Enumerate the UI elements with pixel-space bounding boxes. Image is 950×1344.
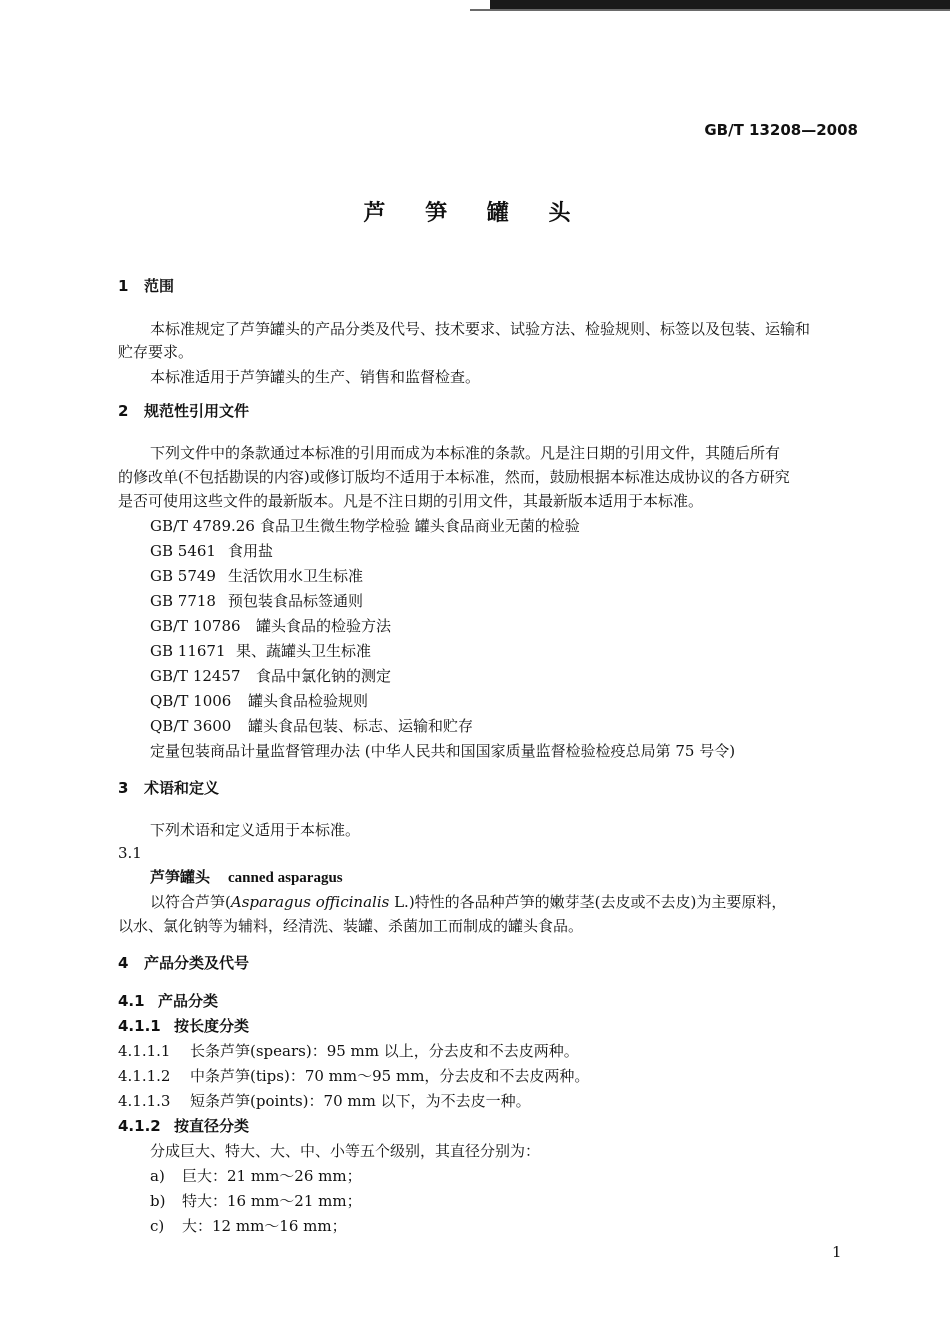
reference-code: GB 7718 [150,592,216,610]
reference-title: 果、蔬罐头卫生标准 [236,642,372,660]
clause [118,1041,579,1061]
reference-item [150,591,363,611]
clause-number: 4.1.1.1 [118,1042,171,1060]
subsection-heading [118,1016,249,1036]
clause-number: 4.1.1.3 [118,1092,171,1110]
reference-item [150,716,473,736]
subsection-number: 4.1 [118,992,145,1010]
reference-code: GB/T 12457 [150,667,241,685]
latin-name: Asparagus officinalis [230,893,390,911]
section-4-heading [118,953,249,973]
subsection-number: 4.1.1 [118,1017,161,1035]
reference-title: 预包装食品标签通则 [228,592,364,610]
reference-title: 罐头食品包装、标志、运输和贮存 [248,717,474,735]
reference-code: QB/T 1006 [150,692,232,710]
list-item [150,1191,362,1211]
reference-item [150,641,371,661]
list-label: a) [150,1167,165,1185]
list-text: 巨大：21 mm～26 mm； [182,1167,362,1185]
subsection-number: 3.1 [118,844,142,862]
reference-code: QB/T 3600 [150,717,232,735]
paragraph-line: 是否可使用这些文件的最新版本。凡是不注日期的引用文件，其最新版本适用于本标准。 [118,492,704,510]
reference-code: GB/T 4789.26 [150,517,255,535]
reference-item [150,541,273,561]
reference-item-regulation: 定量包装商品计量监督管理办法 (中华人民共和国国家质量监督检验检疫总局第 75 号令) [150,742,736,760]
clause [118,1066,589,1086]
definition-line [150,892,786,912]
paragraph-line: 本标准适用于芦笋罐头的生产、销售和监督检查。 [150,368,481,386]
subsection-title: 产品分类 [158,992,219,1010]
document-title: 芦 笋 罐 头 [363,201,587,226]
reference-code: GB 5749 [150,567,216,585]
section-number: 3 [118,779,129,797]
reference-title: 罐头食品检验规则 [248,692,369,710]
reference-code: GB 5461 [150,542,216,560]
reference-title: 食品中氯化钠的测定 [256,667,392,685]
subsection-heading [118,991,218,1011]
clause-text: 中条芦笋(tips)：70 mm～95 mm，分去皮和不去皮两种。 [190,1067,590,1085]
list-label: b) [150,1192,166,1210]
reference-title: 食品卫生微生物学检验 罐头食品商业无菌的检验 [260,517,580,535]
page-number: 1 [832,1243,842,1261]
reference-title: 食用盐 [228,542,274,560]
section-number: 1 [118,277,129,295]
reference-item [150,691,368,711]
section-title: 规范性引用文件 [144,402,250,420]
definition-line: 以水、氯化钠等为辅料，经清洗、装罐、杀菌加工而制成的罐头食品。 [118,917,584,935]
definition-text: L.)特性的各品种芦笋的嫩芽茎(去皮或不去皮)为主要原料， [389,893,787,911]
paragraph-line: 贮存要求。 [118,343,194,361]
reference-item [150,616,391,636]
reference-code: GB/T 10786 [150,617,241,635]
standard-number: GB/T 13208—2008 [704,121,858,139]
reference-item [150,566,363,586]
section-title: 产品分类及代号 [144,954,250,972]
reference-item [150,516,580,536]
subsection-heading [118,1116,249,1136]
subsection-number: 4.1.2 [118,1117,161,1135]
section-title: 范围 [144,277,175,295]
section-title: 术语和定义 [144,779,220,797]
section-number: 2 [118,402,129,420]
clause [118,1091,531,1111]
list-text: 特大：16 mm～21 mm； [182,1192,362,1210]
term-chinese: 芦笋罐头 [150,868,211,886]
top-edge-shadow [470,9,950,11]
paragraph-line: 下列术语和定义适用于本标准。 [150,821,361,839]
section-3-heading [118,778,219,798]
paragraph-line: 下列文件中的条款通过本标准的引用而成为本标准的条款。凡是注日期的引用文件，其随后所有 [150,444,781,462]
subsection-title: 按直径分类 [174,1117,250,1135]
section-2-heading [118,401,249,421]
list-label: c) [150,1217,165,1235]
clause-number: 4.1.1.2 [118,1067,171,1085]
list-text: 大：12 mm～16 mm； [182,1217,347,1235]
term-english: canned asparagus [228,870,343,886]
list-item [150,1216,347,1236]
section-1-heading [118,276,174,296]
definition-text: 以符合芦笋( [150,893,231,911]
top-edge-bar [490,0,950,9]
reference-title: 生活饮用水卫生标准 [228,567,364,585]
section-number: 4 [118,954,129,972]
clause-text: 长条芦笋(spears)：95 mm 以上，分去皮和不去皮两种。 [190,1042,579,1060]
term-entry [150,867,343,888]
reference-item [150,666,391,686]
subsection-title: 按长度分类 [174,1017,250,1035]
paragraph-line: 的修改单(不包括勘误的内容)或修订版均不适用于本标准，然而，鼓励根据本标准达成协议的各方研究 [118,468,790,486]
reference-title: 罐头食品的检验方法 [256,617,392,635]
reference-code: GB 11671 [150,642,226,660]
clause-text: 短条芦笋(points)：70 mm 以下，为不去皮一种。 [190,1092,531,1110]
paragraph-line: 分成巨大、特大、大、中、小等五个级别，其直径分别为： [150,1142,541,1160]
list-item [150,1166,362,1186]
paragraph-line: 本标准规定了芦笋罐头的产品分类及代号、技术要求、试验方法、检验规则、标签以及包装、运输和 [150,320,811,338]
